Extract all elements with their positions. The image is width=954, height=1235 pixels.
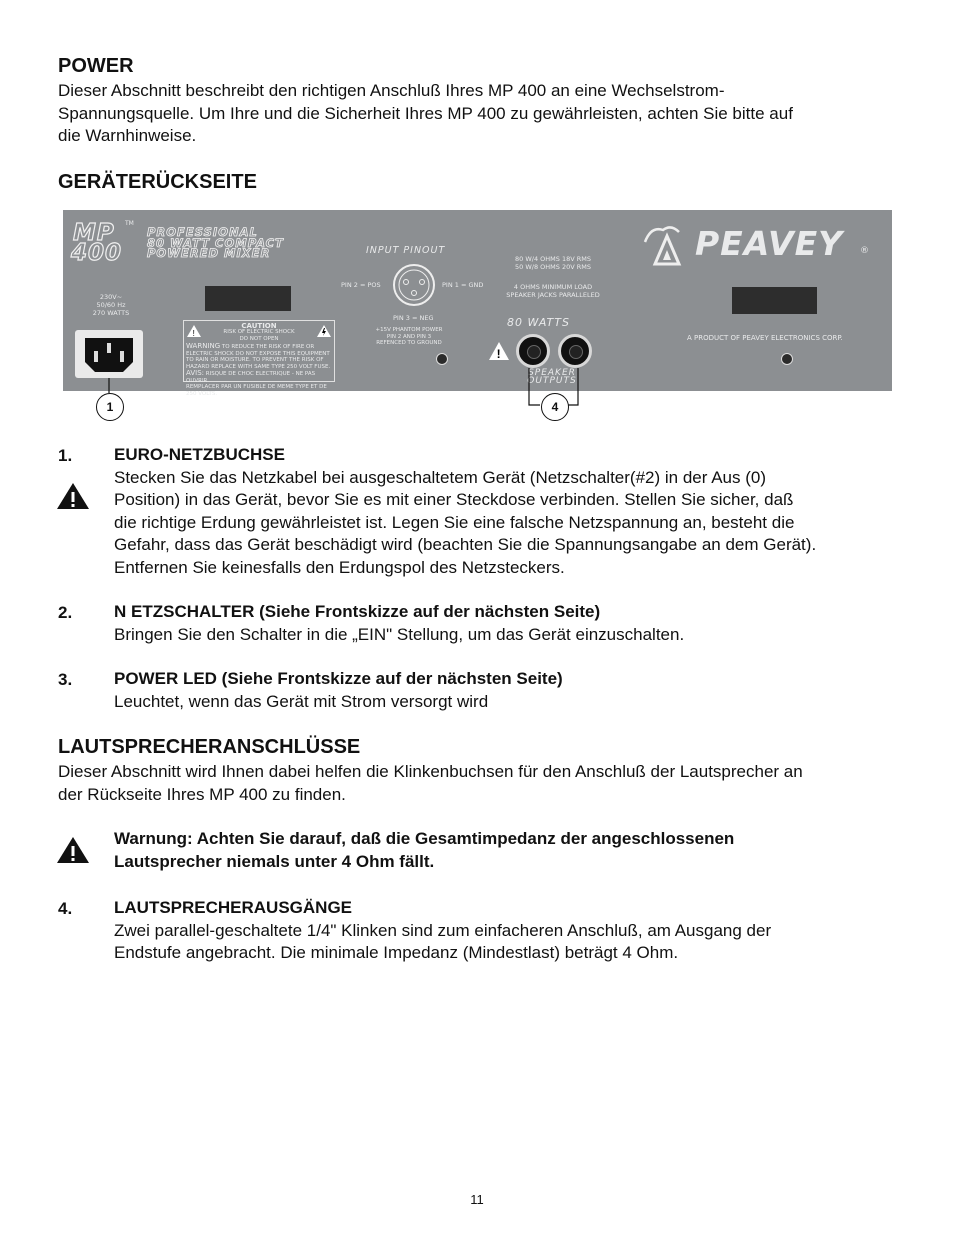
item-number: 2. xyxy=(58,603,73,622)
pin3-label: PIN 3 = NEG xyxy=(393,314,434,322)
power-rating: 230V~ 50/60 Hz 270 WATTS xyxy=(92,293,130,317)
item-netzschalter: N ETZSCHALTER (Siehe Frontskizze auf der nächsten Seite) Bringen Sie den Schalter in die „EIN" Stellung, um das Gerät einzuschalten. xyxy=(114,601,914,646)
watts-label: 80 WATTS xyxy=(507,316,570,329)
item-number: 3. xyxy=(58,670,73,689)
item-number: 1. xyxy=(58,446,73,465)
pin1-label: PIN 1 = GND xyxy=(442,281,484,289)
model-sub: PROFESSIONAL 80 WATT COMPACT POWERED MIXER xyxy=(147,225,284,260)
item-power-led: POWER LED (Siehe Frontskizze auf der nächsten Seite) Leuchtet, wenn das Gerät mit Strom versorgt wird xyxy=(114,668,914,713)
registered-mark: ® xyxy=(860,246,869,256)
callout-1: 1 xyxy=(96,393,124,421)
power-line: Dieser Abschnitt beschreibt den richtigen Anschluß Ihres MP 400 an eine Wechselstrom- xyxy=(58,81,725,100)
warning-triangle-icon xyxy=(56,482,90,515)
item-title: POWER LED (Siehe Frontskizze auf der nächsten Seite) xyxy=(114,669,563,688)
caution-warning: WARNING TO REDUCE THE RISK OF FIRE OR ELECTRIC SHOCK DO NOT EXPOSE THIS EQUIPMENT TO RAIN OR MOISTURE. TO PREVENT THE RISK OF HAZARD REPLACE WITH SAME TYPE 250 VOLT FUSE. AVIS: RISQUE DE CHOC ELECTRIQUE - NE PAS OUVRIR REMPLACER PAR UN FUSIBLE DE MEME TYPE ET DE 250 VOLTS. xyxy=(186,342,331,397)
power-line: die Warnhinweise. xyxy=(58,126,197,145)
trademark: TM xyxy=(125,220,134,227)
svg-text:!: ! xyxy=(496,347,501,361)
item-title: LAUTSPRECHERAUSGÄNGE xyxy=(114,898,353,917)
phantom-power-note: +15V PHANTOM POWER PIN 2 AND PIN 3 REFENCED TO GROUND xyxy=(375,327,443,346)
pin2-label: PIN 2 = POS xyxy=(341,281,381,289)
item-title: EURO-NETZBUCHSE xyxy=(114,445,285,464)
callout-lines xyxy=(0,0,954,430)
speaker-outputs-label: SPEAKER OUTPUTS xyxy=(527,368,577,386)
peavey-brand: PEAVEY xyxy=(695,224,844,263)
impedance-warning: Warnung: Achten Sie darauf, daß die Gesamtimpedanz der angeschlossenen Lautsprecher niemals unter 4 Ohm fällt. xyxy=(114,829,735,871)
input-pinout-label: INPUT PINOUT xyxy=(366,245,446,256)
heading-lautsprecheranschluesse: LAUTSPRECHERANSCHLÜSSE xyxy=(58,736,361,758)
warning-triangle-icon xyxy=(56,836,90,869)
page-number: 11 xyxy=(470,1192,484,1207)
item-number: 4. xyxy=(58,899,73,918)
product-of-label: A PRODUCT OF PEAVEY ELECTRONICS CORP. xyxy=(687,334,843,342)
caution-title: CAUTION xyxy=(241,322,277,330)
svg-text:!: ! xyxy=(192,329,195,337)
power-spec: 80 W/4 OHMS 18V RMS 50 W/8 OHMS 20V RMS xyxy=(515,255,591,271)
item-euro-netzbuchse: EURO-NETZBUCHSE Stecken Sie das Netzkabel bei ausgeschaltetem Gerät (Netzschalter(#2) in der Aus (0) Position) in das Gerät, bevor Sie es mit einer Steckdose verbinden. Stellen Sie sicher, daß die richtige Erdung gewährleistet ist. Legen Sie eine falsche Netzspannung an, besteht die Gefahr, dass das Gerät beschädigt wird (beachten Sie die Spannungsangabe an dem Gerät). Entfernen Sie keinesfalls den Erdungspol des Netzsteckers. xyxy=(114,444,914,579)
power-line: Spannungsquelle. Um Ihre und die Sicherheit Ihres MP 400 zu gewährleisten, achten Sie bitte auf xyxy=(58,103,793,123)
load-spec: 4 OHMS MINIMUM LOAD SPEAKER JACKS PARALLELED xyxy=(506,283,600,299)
model-400: 400 xyxy=(71,240,123,266)
heading-geraeterueckseite: GERÄTERÜCKSEITE xyxy=(58,171,257,193)
heading-power: POWER xyxy=(58,55,134,77)
speakers-intro: Dieser Abschnitt wird Ihnen dabei helfen die Klinkenbuchsen für den Anschluß der Lautsprecher an der Rückseite Ihres MP 400 zu finden. xyxy=(58,762,803,804)
model-mp: MP xyxy=(73,220,115,246)
caution-sub: RISK OF ELECTRIC SHOCK DO NOT OPEN xyxy=(223,329,295,342)
item-title: N ETZSCHALTER (Siehe Frontskizze auf der nächsten Seite) xyxy=(114,602,601,621)
item-lautsprecherausgaenge: LAUTSPRECHERAUSGÄNGE Zwei parallel-geschaltete 1/4" Klinken sind zum einfacheren Anschluß, am Ausgang der Endstufe angebracht. Die minimale Impedanz (Mindestlast) beträgt 4 Ohm. xyxy=(114,897,914,965)
callout-4: 4 xyxy=(541,393,569,421)
